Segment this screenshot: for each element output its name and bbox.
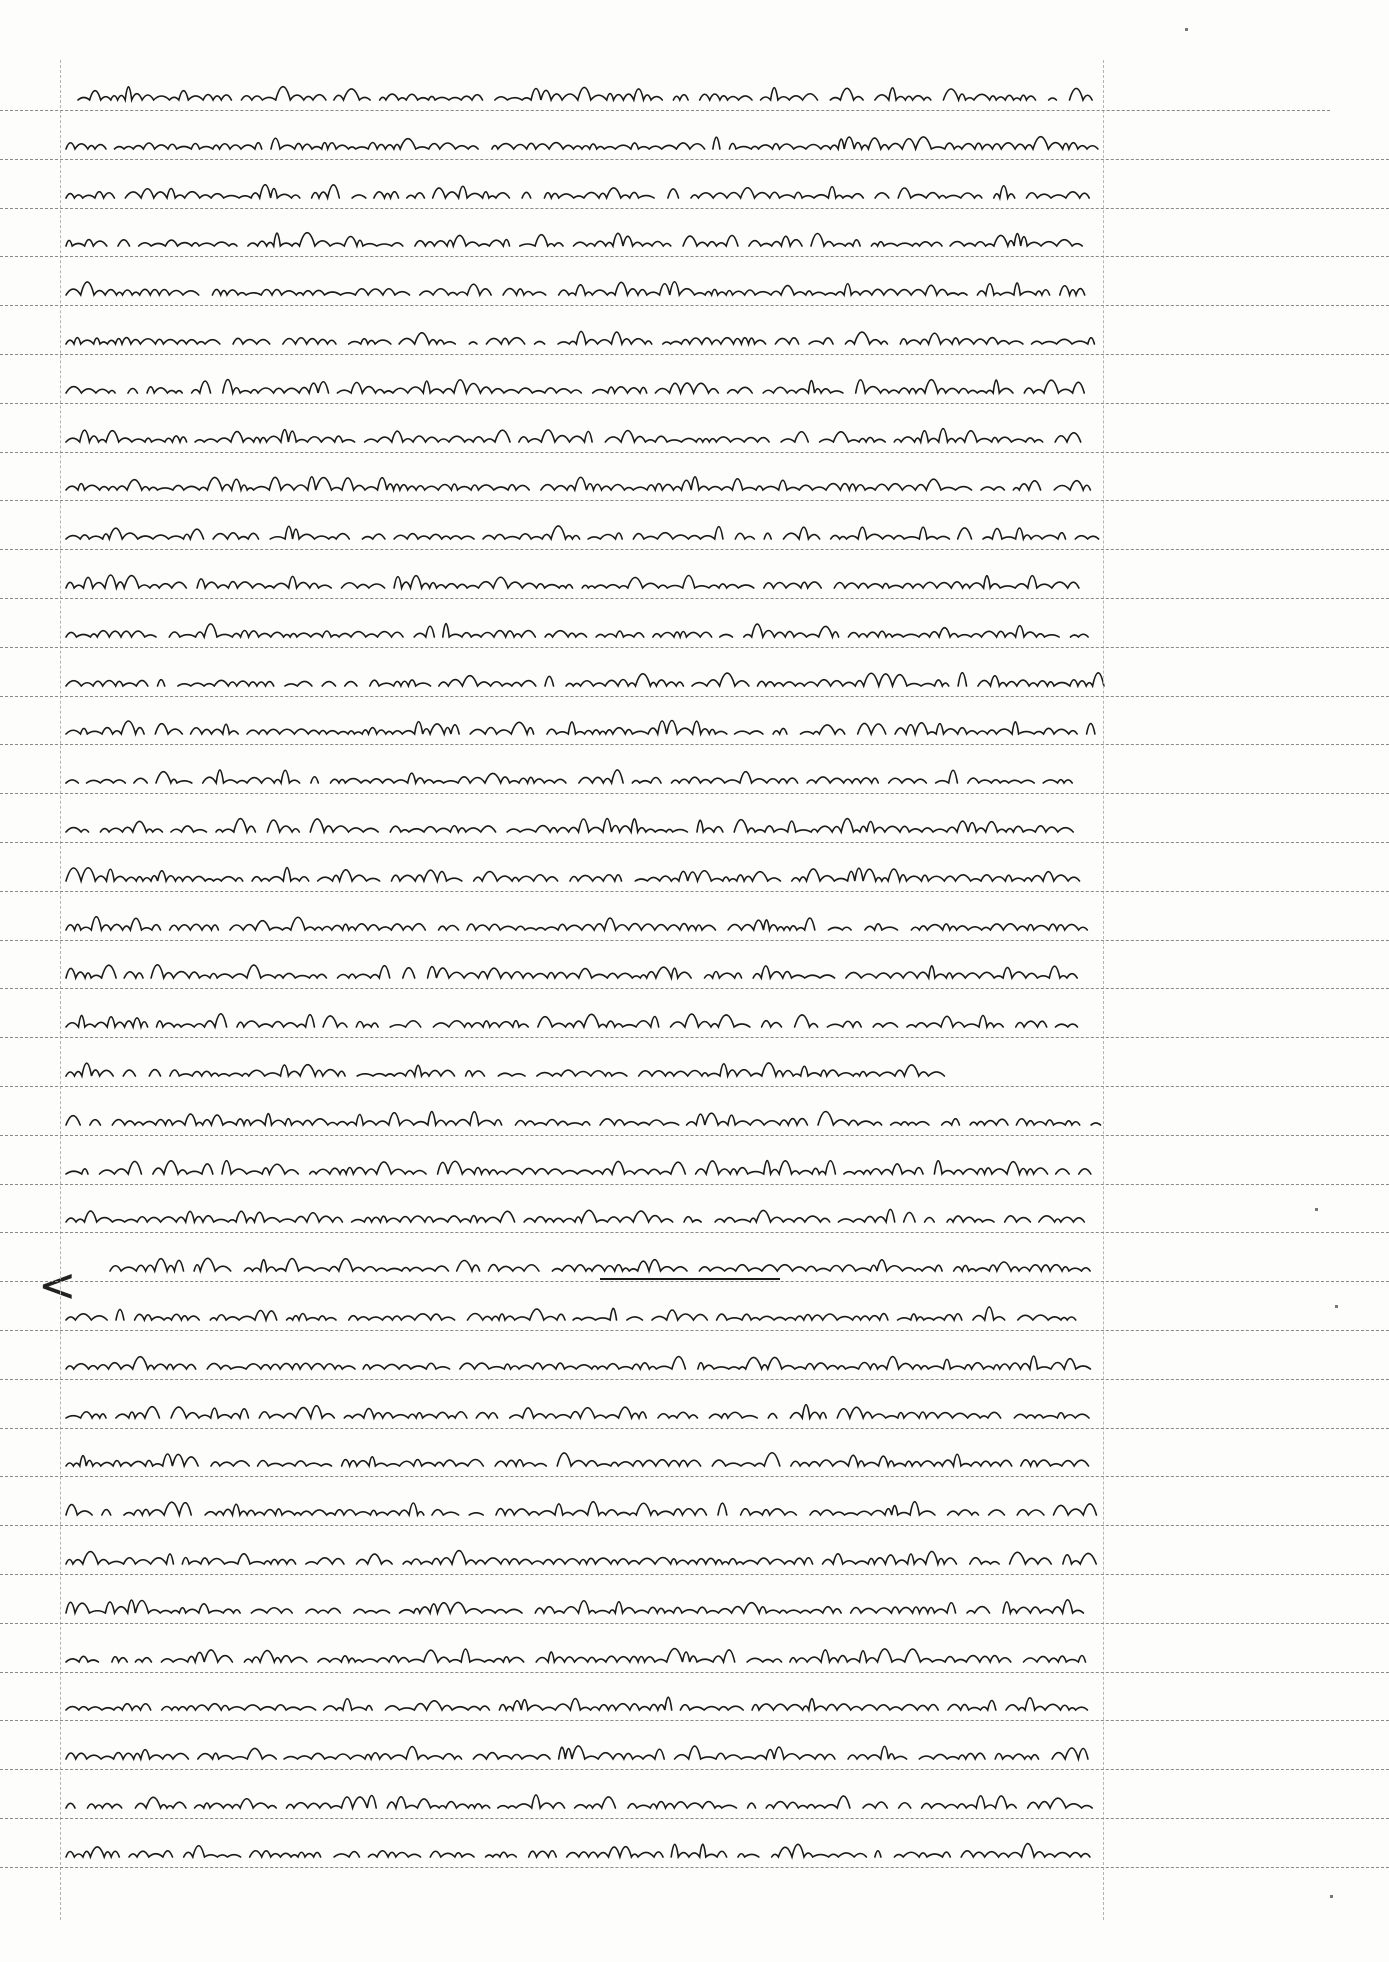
ruled-line: [0, 1135, 1389, 1136]
handwritten-text-line: [66, 1356, 1090, 1369]
margin-tick: [1335, 1305, 1338, 1308]
handwritten-text-line: [66, 917, 1087, 930]
handwritten-text-line: [66, 673, 1117, 686]
handwritten-text-line: [66, 331, 1094, 344]
handwritten-text-line: [66, 429, 1081, 442]
margin-tick: [1315, 1208, 1318, 1211]
ruled-line: [0, 403, 1389, 404]
ruled-line: [0, 891, 1389, 892]
handwritten-text-line: [66, 1551, 1096, 1564]
ruled-line: [0, 988, 1389, 989]
handwritten-text-line: [66, 868, 1079, 881]
ruled-line: [0, 452, 1389, 453]
ruled-line: [0, 1525, 1389, 1526]
handwritten-text-line: [66, 233, 1082, 246]
ruled-line: [0, 1720, 1389, 1721]
handwritten-text-line: [66, 282, 1098, 295]
ruled-line: [0, 1281, 1389, 1282]
handwritten-text-line: [66, 1649, 1086, 1662]
handwritten-text-line: [66, 624, 1088, 637]
ruled-line: [0, 1428, 1389, 1429]
ruled-line: [0, 305, 1389, 306]
ruled-line: [0, 598, 1389, 599]
ruled-line: [0, 110, 1330, 111]
ruled-line: [0, 1769, 1389, 1770]
handwritten-text-line: [66, 1697, 1087, 1710]
handwritten-text-line: [66, 185, 1089, 198]
handwritten-text-line: [66, 1453, 1101, 1466]
ruled-line: [0, 1330, 1389, 1331]
ruled-line: [0, 647, 1389, 648]
ruled-line: [0, 1232, 1389, 1233]
ruled-line: [0, 1476, 1389, 1477]
margin-tick: [1185, 28, 1188, 31]
ruled-line: [0, 696, 1389, 697]
handwritten-text-line: [66, 137, 1098, 149]
ruled-line: [0, 208, 1389, 209]
handwritten-text-line: [66, 1112, 1114, 1126]
handwritten-text-line: [66, 1307, 1076, 1320]
handwritten-text-line: [66, 1209, 1084, 1222]
handwritten-text-line: [66, 721, 1095, 735]
handwritten-text-line: [66, 1502, 1096, 1515]
ruled-line: [0, 1574, 1389, 1575]
handwritten-text-line: [66, 770, 1085, 783]
handwritten-text-line: [66, 819, 1087, 832]
ruled-line: [0, 354, 1389, 355]
handwritten-text-line: [66, 575, 1089, 588]
handwritten-text-line: [66, 1600, 1083, 1613]
handwritten-text-line: [110, 1258, 1090, 1271]
handwritten-text-line: [66, 1161, 1101, 1174]
ruled-line: [0, 256, 1389, 257]
ruled-line: [0, 500, 1389, 501]
ruled-line: [0, 1379, 1389, 1380]
ruled-line: [0, 940, 1389, 941]
ruled-line: [0, 1672, 1389, 1673]
ruled-line: [0, 1184, 1389, 1185]
insertion-caret-mark: <: [38, 1258, 77, 1312]
handwritten-text-line: [66, 1844, 1090, 1857]
ruled-line: [0, 1086, 1389, 1087]
handwritten-text-line: [66, 1795, 1092, 1808]
margin-tick: [1330, 1895, 1333, 1898]
ruled-line: [0, 1867, 1389, 1868]
handwritten-text-line: [66, 965, 1077, 978]
ruled-line: [0, 1623, 1389, 1624]
ruled-line: [0, 159, 1389, 160]
handwritten-text-line: [78, 87, 1092, 100]
handwritten-text-line: [66, 526, 1110, 539]
ruled-line: [0, 842, 1389, 843]
ruled-line: [0, 1818, 1389, 1819]
handwritten-text-line: [66, 1405, 1089, 1418]
handwritten-text-line: [66, 1014, 1091, 1027]
handwritten-text-line: [66, 477, 1090, 490]
ruled-line: [0, 549, 1389, 550]
ruled-line: [0, 793, 1389, 794]
handwritten-text-line: [66, 1063, 958, 1076]
handwritten-text-line: [66, 380, 1095, 393]
left-margin-rule: [60, 60, 61, 1920]
right-margin-rule: [1103, 60, 1104, 1920]
ruled-line: [0, 1037, 1389, 1038]
ruled-line: [0, 744, 1389, 745]
handwritten-text-line: [66, 1746, 1088, 1759]
